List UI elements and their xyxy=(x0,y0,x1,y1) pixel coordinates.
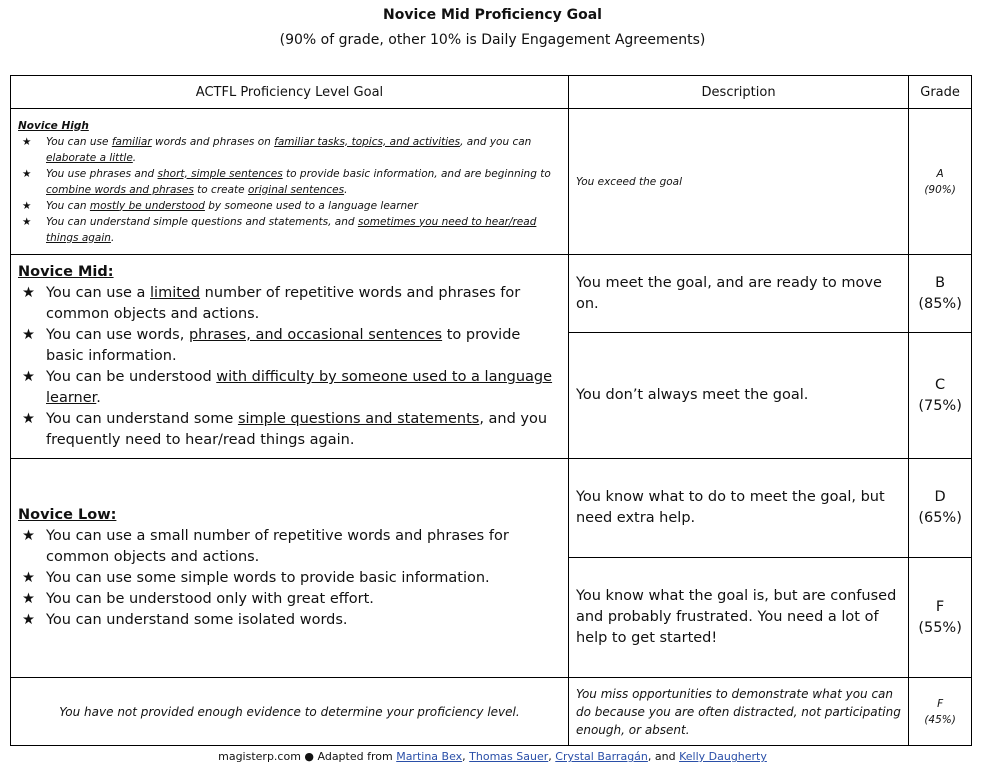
grade-cell xyxy=(909,109,972,255)
grade-letter: D xyxy=(934,489,946,505)
rubric-table xyxy=(10,75,972,746)
novice-low-list xyxy=(18,526,561,631)
novice-high-cell xyxy=(11,109,569,255)
novice-mid-list xyxy=(18,283,561,451)
list-item: ★ You can understand some simple questions and statements, and you frequently need to hear/read things again. xyxy=(46,409,561,451)
insufficient-evidence-cell: You have not provided enough evidence to determine your proficiency level. xyxy=(11,678,569,746)
grade-cell xyxy=(909,558,972,678)
grade-cell xyxy=(909,459,972,558)
grade-letter: B xyxy=(935,274,946,291)
description-cell: You don’t always meet the goal. xyxy=(568,333,908,459)
description-cell: You meet the goal, and are ready to move on. xyxy=(568,255,908,333)
list-item: ★ You can use familiar words and phrases on familiar tasks, topics, and activities, and you can elaborate a little. xyxy=(46,134,561,166)
grade-percent: (45%) xyxy=(924,713,956,726)
grade-letter: A xyxy=(936,167,944,180)
table-row xyxy=(11,459,972,558)
grade-letter: C xyxy=(935,376,946,393)
header-row xyxy=(11,76,972,109)
grade-cell xyxy=(909,255,972,333)
list-item: ★ You can use a small number of repetitive words and phrases for common objects and actions. xyxy=(46,526,561,568)
footer-link-martina-bex[interactable]: Martina Bex xyxy=(396,750,463,763)
table-row xyxy=(11,109,972,255)
footer-link-crystal-barragan[interactable]: Crystal Barragán xyxy=(555,750,648,763)
grade-cell xyxy=(909,333,972,459)
description-cell: You miss opportunities to demonstrate what you can do because you are often distracted, not participating enough, or absent. xyxy=(568,678,908,746)
table-row xyxy=(11,678,972,746)
list-item: ★ You use phrases and short, simple sentences to provide basic information, and are beginning to combine words and phrases to create original sentences. xyxy=(46,166,561,198)
page-subtitle: (90% of grade, other 10% is Daily Engagement Agreements) xyxy=(279,32,706,48)
footer: magisterp.com ● Adapted from Martina Bex, Thomas Sauer, Crystal Barragán, and Kelly Daugherty xyxy=(218,750,767,763)
grade-percent: (75%) xyxy=(918,397,962,414)
list-item: ★ You can use a limited number of repetitive words and phrases for common objects and actions. xyxy=(46,283,561,325)
grade-cell xyxy=(909,678,972,746)
novice-high-list xyxy=(18,134,561,246)
footer-link-thomas-sauer[interactable]: Thomas Sauer xyxy=(469,750,549,763)
column-header-level: ACTFL Proficiency Level Goal xyxy=(11,76,569,109)
description-cell: You know what the goal is, but are confused and probably frustrated. You need a lot of help to get started! xyxy=(568,558,908,678)
grade-percent: (65%) xyxy=(918,510,962,526)
list-item: ★ You can understand simple questions and statements, and sometimes you need to hear/read things again. xyxy=(46,214,561,246)
footer-link-kelly-daugherty[interactable]: Kelly Daugherty xyxy=(679,750,767,763)
footer-prefix: magisterp.com ● Adapted from xyxy=(218,750,397,763)
novice-mid-heading: Novice Mid: xyxy=(18,264,114,280)
novice-low-heading: Novice Low: xyxy=(18,507,117,523)
column-header-grade: Grade xyxy=(909,76,972,109)
page-title: Novice Mid Proficiency Goal xyxy=(383,7,602,23)
table-row xyxy=(11,255,972,333)
list-item: ★ You can understand some isolated words. xyxy=(46,610,561,631)
list-item: ★ You can mostly be understood by someone used to a language learner xyxy=(46,198,561,214)
list-item: ★ You can be understood only with great effort. xyxy=(46,589,561,610)
list-item: ★ You can use some simple words to provide basic information. xyxy=(46,568,561,589)
novice-high-description: You exceed the goal xyxy=(568,109,908,255)
novice-low-cell xyxy=(11,459,569,678)
grade-percent: (55%) xyxy=(918,619,962,636)
novice-mid-cell xyxy=(11,255,569,459)
list-item: ★ You can be understood with difficulty by someone used to a language learner. xyxy=(46,367,561,409)
description-cell: You know what to do to meet the goal, but need extra help. xyxy=(568,459,908,558)
grade-percent: (85%) xyxy=(918,295,962,312)
column-header-description: Description xyxy=(568,76,908,109)
grade-letter: F xyxy=(935,598,945,615)
novice-high-heading: Novice High xyxy=(18,119,89,132)
grade-letter: F xyxy=(937,697,944,710)
list-item: ★ You can use words, phrases, and occasional sentences to provide basic information. xyxy=(46,325,561,367)
grade-percent: (90%) xyxy=(924,183,956,196)
